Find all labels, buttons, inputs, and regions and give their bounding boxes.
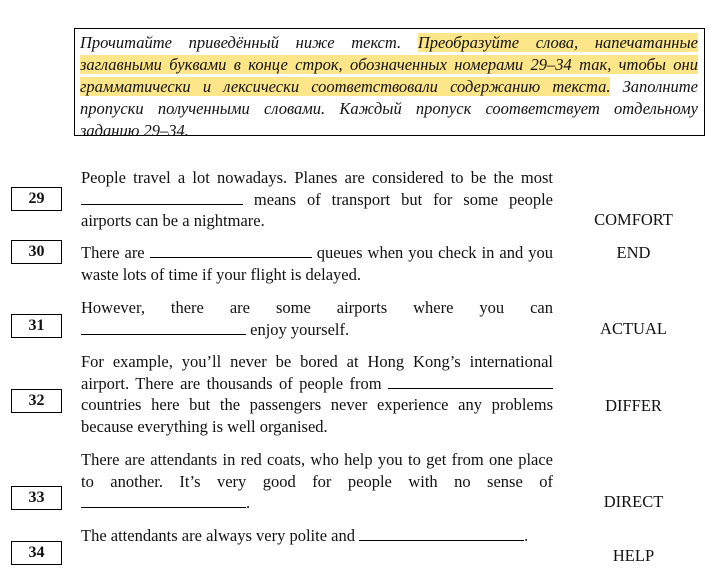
source-word-29: COMFORT <box>594 210 673 229</box>
task-number-29: 29 <box>11 187 62 211</box>
answer-blank-32[interactable] <box>388 375 553 389</box>
instruction-box <box>74 28 705 140</box>
source-word-32: DIFFER <box>605 396 662 415</box>
answer-blank-33[interactable] <box>81 494 246 508</box>
task-29-before: People travel a lot nowadays. Planes are considered to be the most <box>81 168 553 187</box>
answer-blank-30[interactable] <box>150 244 312 258</box>
task-number-33: 33 <box>11 486 62 510</box>
instruction-outro: Заполните пропуски полученными словами. Каждый пропуск соответствует отдельному заданию 29–34. <box>80 77 698 140</box>
task-31-before: However, there are some airports where you can <box>81 298 553 317</box>
task-31-after: enjoy yourself. <box>250 319 350 339</box>
task-text-33 <box>81 449 553 514</box>
task-number-32: 32 <box>11 389 62 413</box>
answer-blank-34[interactable] <box>359 527 524 541</box>
source-word-30: END <box>616 243 651 262</box>
task-33-before: There are attendants in red coats, who help you to get from one place to another. It’s very good for people with no sense of <box>81 450 553 491</box>
answer-blank-29[interactable] <box>81 191 243 205</box>
instruction-highlighted: Преобразуйте слова, напечатанные заглавными буквами в конце строк, обозначенных номерами 29–34 так, чтобы они грамматически и лексически соответствовали содержанию текста. <box>80 33 698 96</box>
task-33-after: . <box>246 493 251 512</box>
task-text-31 <box>81 297 553 340</box>
answer-blank-31[interactable] <box>81 321 246 335</box>
task-text-30 <box>81 242 553 285</box>
task-30-after: queues when you check in and you waste lots of time if your flight is delayed. <box>81 243 554 284</box>
task-34-after: . <box>524 526 529 545</box>
source-word-31: ACTUAL <box>600 319 667 338</box>
source-word-34: HELP <box>612 546 655 565</box>
task-30-before: There are <box>81 243 145 262</box>
task-text-29 <box>81 167 553 232</box>
task-number-31: 31 <box>11 314 62 338</box>
task-32-before: For example, you’ll never be bored at Hong Kong’s international airport. There are thousands of people from <box>81 352 553 393</box>
task-text-34 <box>81 525 553 547</box>
task-29-after: means of transport but for some people airports can be a nightmare. <box>81 189 553 230</box>
source-word-33: DIRECT <box>603 492 664 511</box>
instruction-intro: Прочитайте приведённый ниже текст. <box>80 33 418 52</box>
task-number-30: 30 <box>11 240 62 264</box>
task-text-32 <box>81 351 553 437</box>
task-32-after: countries here but the passengers never experience any problems because everything is well organised. <box>81 395 553 436</box>
task-number-34: 34 <box>11 541 62 565</box>
task-34-before: The attendants are always very polite and <box>81 526 355 545</box>
